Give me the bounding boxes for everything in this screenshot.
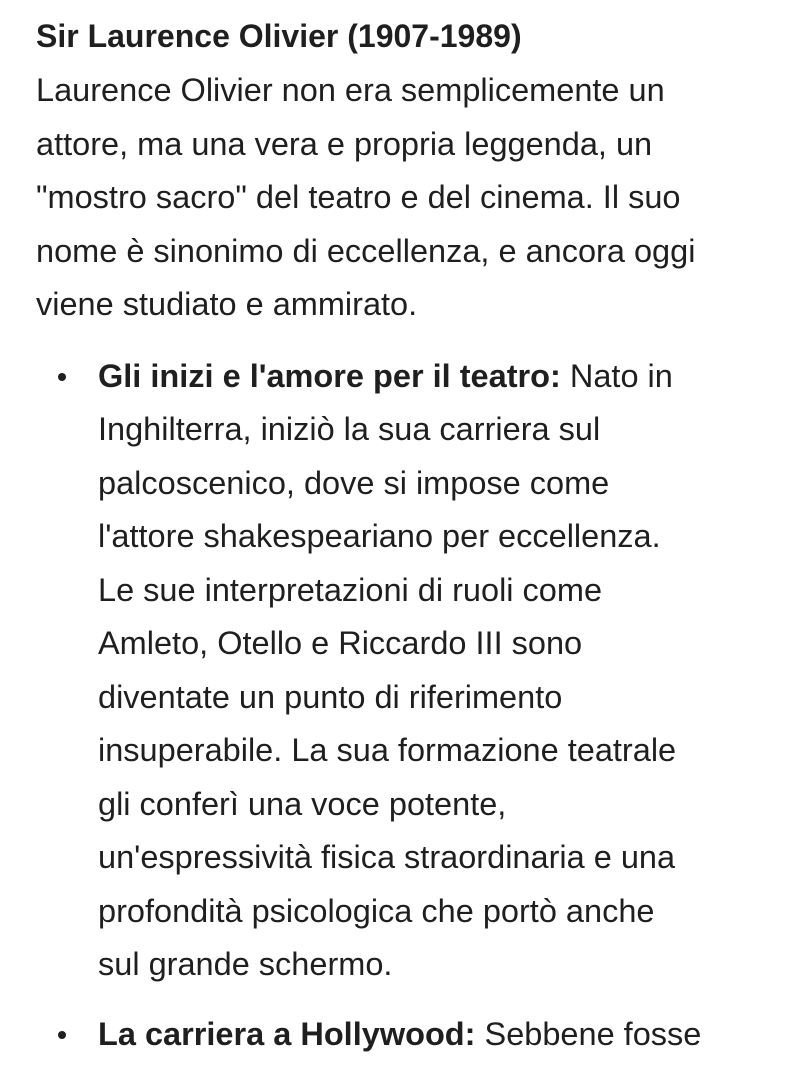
- bullet-title: Gli inizi e l'amore per il teatro:: [98, 357, 561, 394]
- bullet-line: Amleto, Otello e Riccardo III sono: [98, 625, 583, 661]
- bullet-line: sul grande schermo.: [98, 946, 393, 982]
- bullet-dot-icon: [58, 1031, 66, 1039]
- bullet-text: Nato in: [560, 357, 673, 394]
- bullet-dot-icon: [58, 373, 66, 381]
- bullet-line: l'attore shakespeariano per eccellenza.: [98, 518, 661, 554]
- document-content: [36, 14, 776, 1061]
- bullet-title: La carriera a Hollywood:: [98, 1015, 476, 1052]
- intro-line: "mostro sacro" del teatro e del cinema. Il suo: [36, 179, 681, 215]
- bullet-line: profondità psicologica che portò anche: [98, 892, 655, 929]
- bullet-item-early-years: [36, 350, 776, 992]
- bullet-list: [36, 350, 776, 1062]
- bullet-line: gli conferì una voce potente,: [98, 785, 507, 822]
- bullet-line: un'espressività fisica straordinaria e una: [98, 839, 676, 875]
- intro-line: Laurence Olivier non era semplicemente un: [36, 72, 665, 108]
- intro-line: viene studiato e ammirato.: [36, 286, 418, 322]
- bullet-first-line: [98, 350, 776, 404]
- intro-line: attore, ma una vera e propria leggenda, un: [36, 125, 653, 162]
- intro-line: nome è sinonimo di eccellenza, e ancora oggi: [36, 232, 696, 269]
- bullet-line: palcoscenico, dove si impose come: [98, 464, 610, 501]
- bullet-first-line: [98, 1008, 776, 1062]
- section-heading: Sir Laurence Olivier (1907-1989): [36, 18, 522, 54]
- bullet-line: Le sue interpretazioni di ruoli come: [98, 571, 603, 608]
- bullet-item-hollywood: [36, 1008, 776, 1062]
- intro-paragraph: [36, 64, 776, 332]
- bullet-line: insuperabile. La sua formazione teatrale: [98, 732, 677, 768]
- bullet-line: Inghilterra, iniziò la sua carriera sul: [98, 411, 601, 447]
- bullet-line: diventate un punto di riferimento: [98, 678, 563, 715]
- bullet-text: Sebbene fosse: [475, 1015, 702, 1052]
